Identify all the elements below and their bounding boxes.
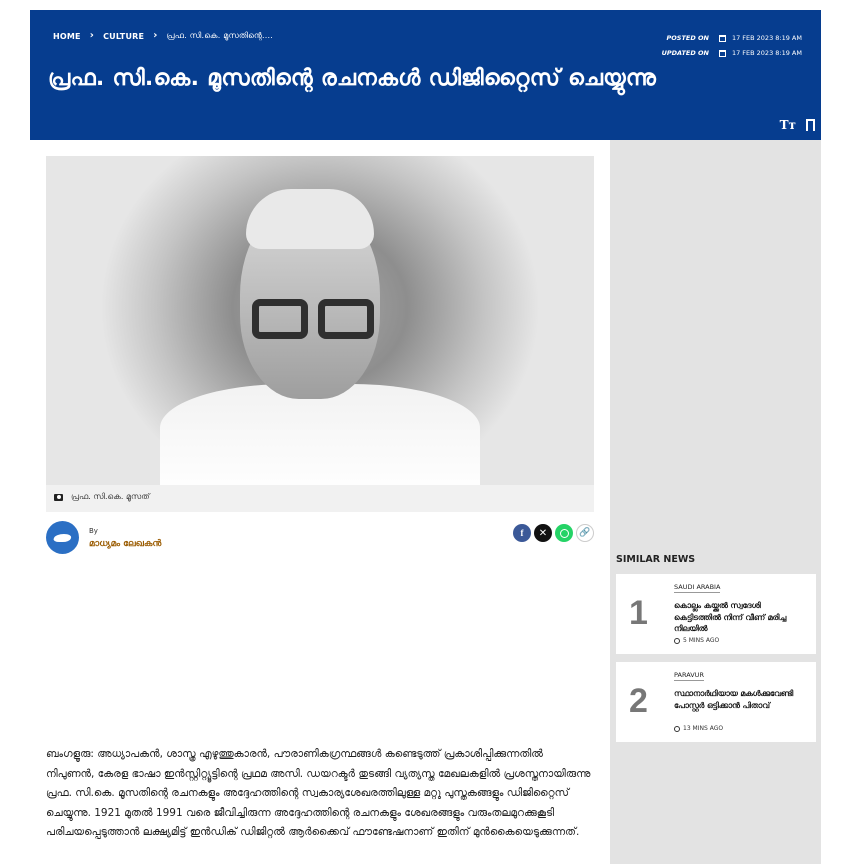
news-headline[interactable]: കൊല്ലം കയ്ക്കൽ സ്വദേശി കെട്ടിടത്തിൽ നിന്ന് വീണ് മരിച്ച നിലയിൽ: [674, 601, 787, 633]
similar-news-item[interactable]: [616, 662, 816, 742]
calendar-icon: [719, 35, 726, 42]
article-tools: [780, 118, 815, 132]
text-size-icon[interactable]: Tт: [779, 118, 796, 132]
news-time-text: 5 MINS AGO: [683, 637, 720, 644]
portrait-glasses-right: [318, 299, 374, 339]
calendar-icon: [719, 50, 726, 57]
bookmark-icon[interactable]: [806, 119, 815, 131]
clock-icon: [674, 638, 680, 644]
image-caption: [54, 492, 150, 502]
x-share-button[interactable]: ✕: [534, 524, 552, 542]
author-name-link[interactable]: മാധ്യമം ലേഖകൻ: [89, 538, 162, 549]
publisher-logo-icon: [53, 534, 73, 542]
news-tag[interactable]: PARAVUR: [674, 671, 704, 679]
author-text: [89, 527, 161, 549]
news-time-text: 13 MINS AGO: [683, 725, 724, 732]
similar-news-heading: SIMILAR NEWS: [616, 554, 696, 565]
chevron-right-icon: ›: [89, 30, 95, 41]
caption-text: പ്രഫ. സി.കെ. മൂസത്: [71, 492, 150, 501]
ad-slot: [46, 570, 594, 735]
breadcrumb-current: പ്രഫ. സി.കെ. മൂസതിന്റെ....: [166, 31, 274, 40]
portrait-figure: [160, 184, 480, 485]
avatar[interactable]: [46, 521, 79, 554]
share-buttons: [513, 524, 594, 542]
portrait-hair: [246, 189, 374, 249]
portrait-glasses-left: [252, 299, 308, 339]
author-block: [46, 521, 161, 554]
article-header: [30, 10, 821, 140]
similar-news-item[interactable]: [616, 574, 816, 654]
posted-date: 17 FEB 2023 8:19 AM: [731, 34, 802, 42]
updated-label: UPDATED ON: [661, 49, 709, 57]
page-title: പ്രഫ. സി.കെ. മൂസതിന്റെ രചനകൾ ഡിജിറ്റൈസ് ചെയ്യുന്നു: [48, 66, 657, 91]
news-rank: 2: [629, 682, 648, 720]
by-label: By: [89, 526, 98, 535]
facebook-share-button[interactable]: f: [513, 524, 531, 542]
sidebar: [610, 140, 821, 864]
updated-on: [662, 46, 802, 61]
chevron-right-icon: ›: [153, 30, 158, 41]
post-meta: [662, 31, 802, 61]
copy-link-button[interactable]: 🔗: [576, 524, 594, 542]
article-body: ബംഗളൂരു: അധ്യാപകൻ, ശാസ്ത്ര എഴുത്തുകാരൻ, പൗരാണികഗ്രന്ഥങ്ങൾ കണ്ടെടുത്ത് പ്രകാശിപ്പിക്കുന്നതിൽ നിപുണൻ, കേരള ഭാഷാ ഇൻസ്റ്റിറ്റ്യൂട്ടിന്റെ പ്രഥമ അസി. ഡയറക്ടർ തുടങ്ങി വ്യത്യസ്ത മേഖലകളിൽ പ്രശസ്തനായിരുന്നു പ്രഫ. സി.കെ. മൂസതിന്റെ രചനകളും അദ്ദേഹത്തിന്റെ സ്വകാര്യശേഖരത്തിലുള്ള മറ്റു പുസ്തകങ്ങളും ഡിജിറ്റൈസ് ചെയ്യുന്നു. 1921 മുതൽ 1991 വരെ ജീവിച്ചിരുന്ന അദ്ദേഹത്തിന്റെ രചനകളും ശേഖരങ്ങളും വരുംതലമുറക്കുകൂടി പരിചയപ്പെടുത്താൻ ലക്ഷ്യമിട്ട് ഇൻഡിക് ഡിജിറ്റൽ ആർക്കൈവ് ഫൗണ്ടേഷനാണ് ഇതിന് മുൻകൈയെടുക്കുന്നത്.: [46, 748, 591, 839]
news-headline[interactable]: സ്ഥാനാർഥിയായ മകൾക്കുവേണ്ടി പോസ്റ്റർ ഒട്ടിക്കാൻ പിതാവ്: [674, 689, 794, 710]
breadcrumb: [53, 31, 273, 41]
posted-label: POSTED ON: [666, 34, 709, 42]
news-tag[interactable]: SAUDI ARABIA: [674, 583, 721, 591]
posted-on: [662, 31, 802, 46]
news-time: [674, 637, 719, 644]
updated-date: 17 FEB 2023 8:19 AM: [731, 49, 802, 57]
article-main: [30, 140, 610, 864]
news-rank: 1: [629, 594, 648, 632]
breadcrumb-home[interactable]: HOME: [53, 31, 81, 41]
featured-image-block: [46, 156, 594, 512]
featured-photo: [46, 156, 594, 485]
clock-icon: [674, 726, 680, 732]
news-time: [674, 725, 723, 732]
camera-icon: [54, 494, 63, 501]
breadcrumb-culture[interactable]: CULTURE: [103, 31, 145, 41]
portrait-shirt: [160, 384, 480, 485]
whatsapp-icon: [560, 529, 569, 538]
whatsapp-share-button[interactable]: [555, 524, 573, 542]
